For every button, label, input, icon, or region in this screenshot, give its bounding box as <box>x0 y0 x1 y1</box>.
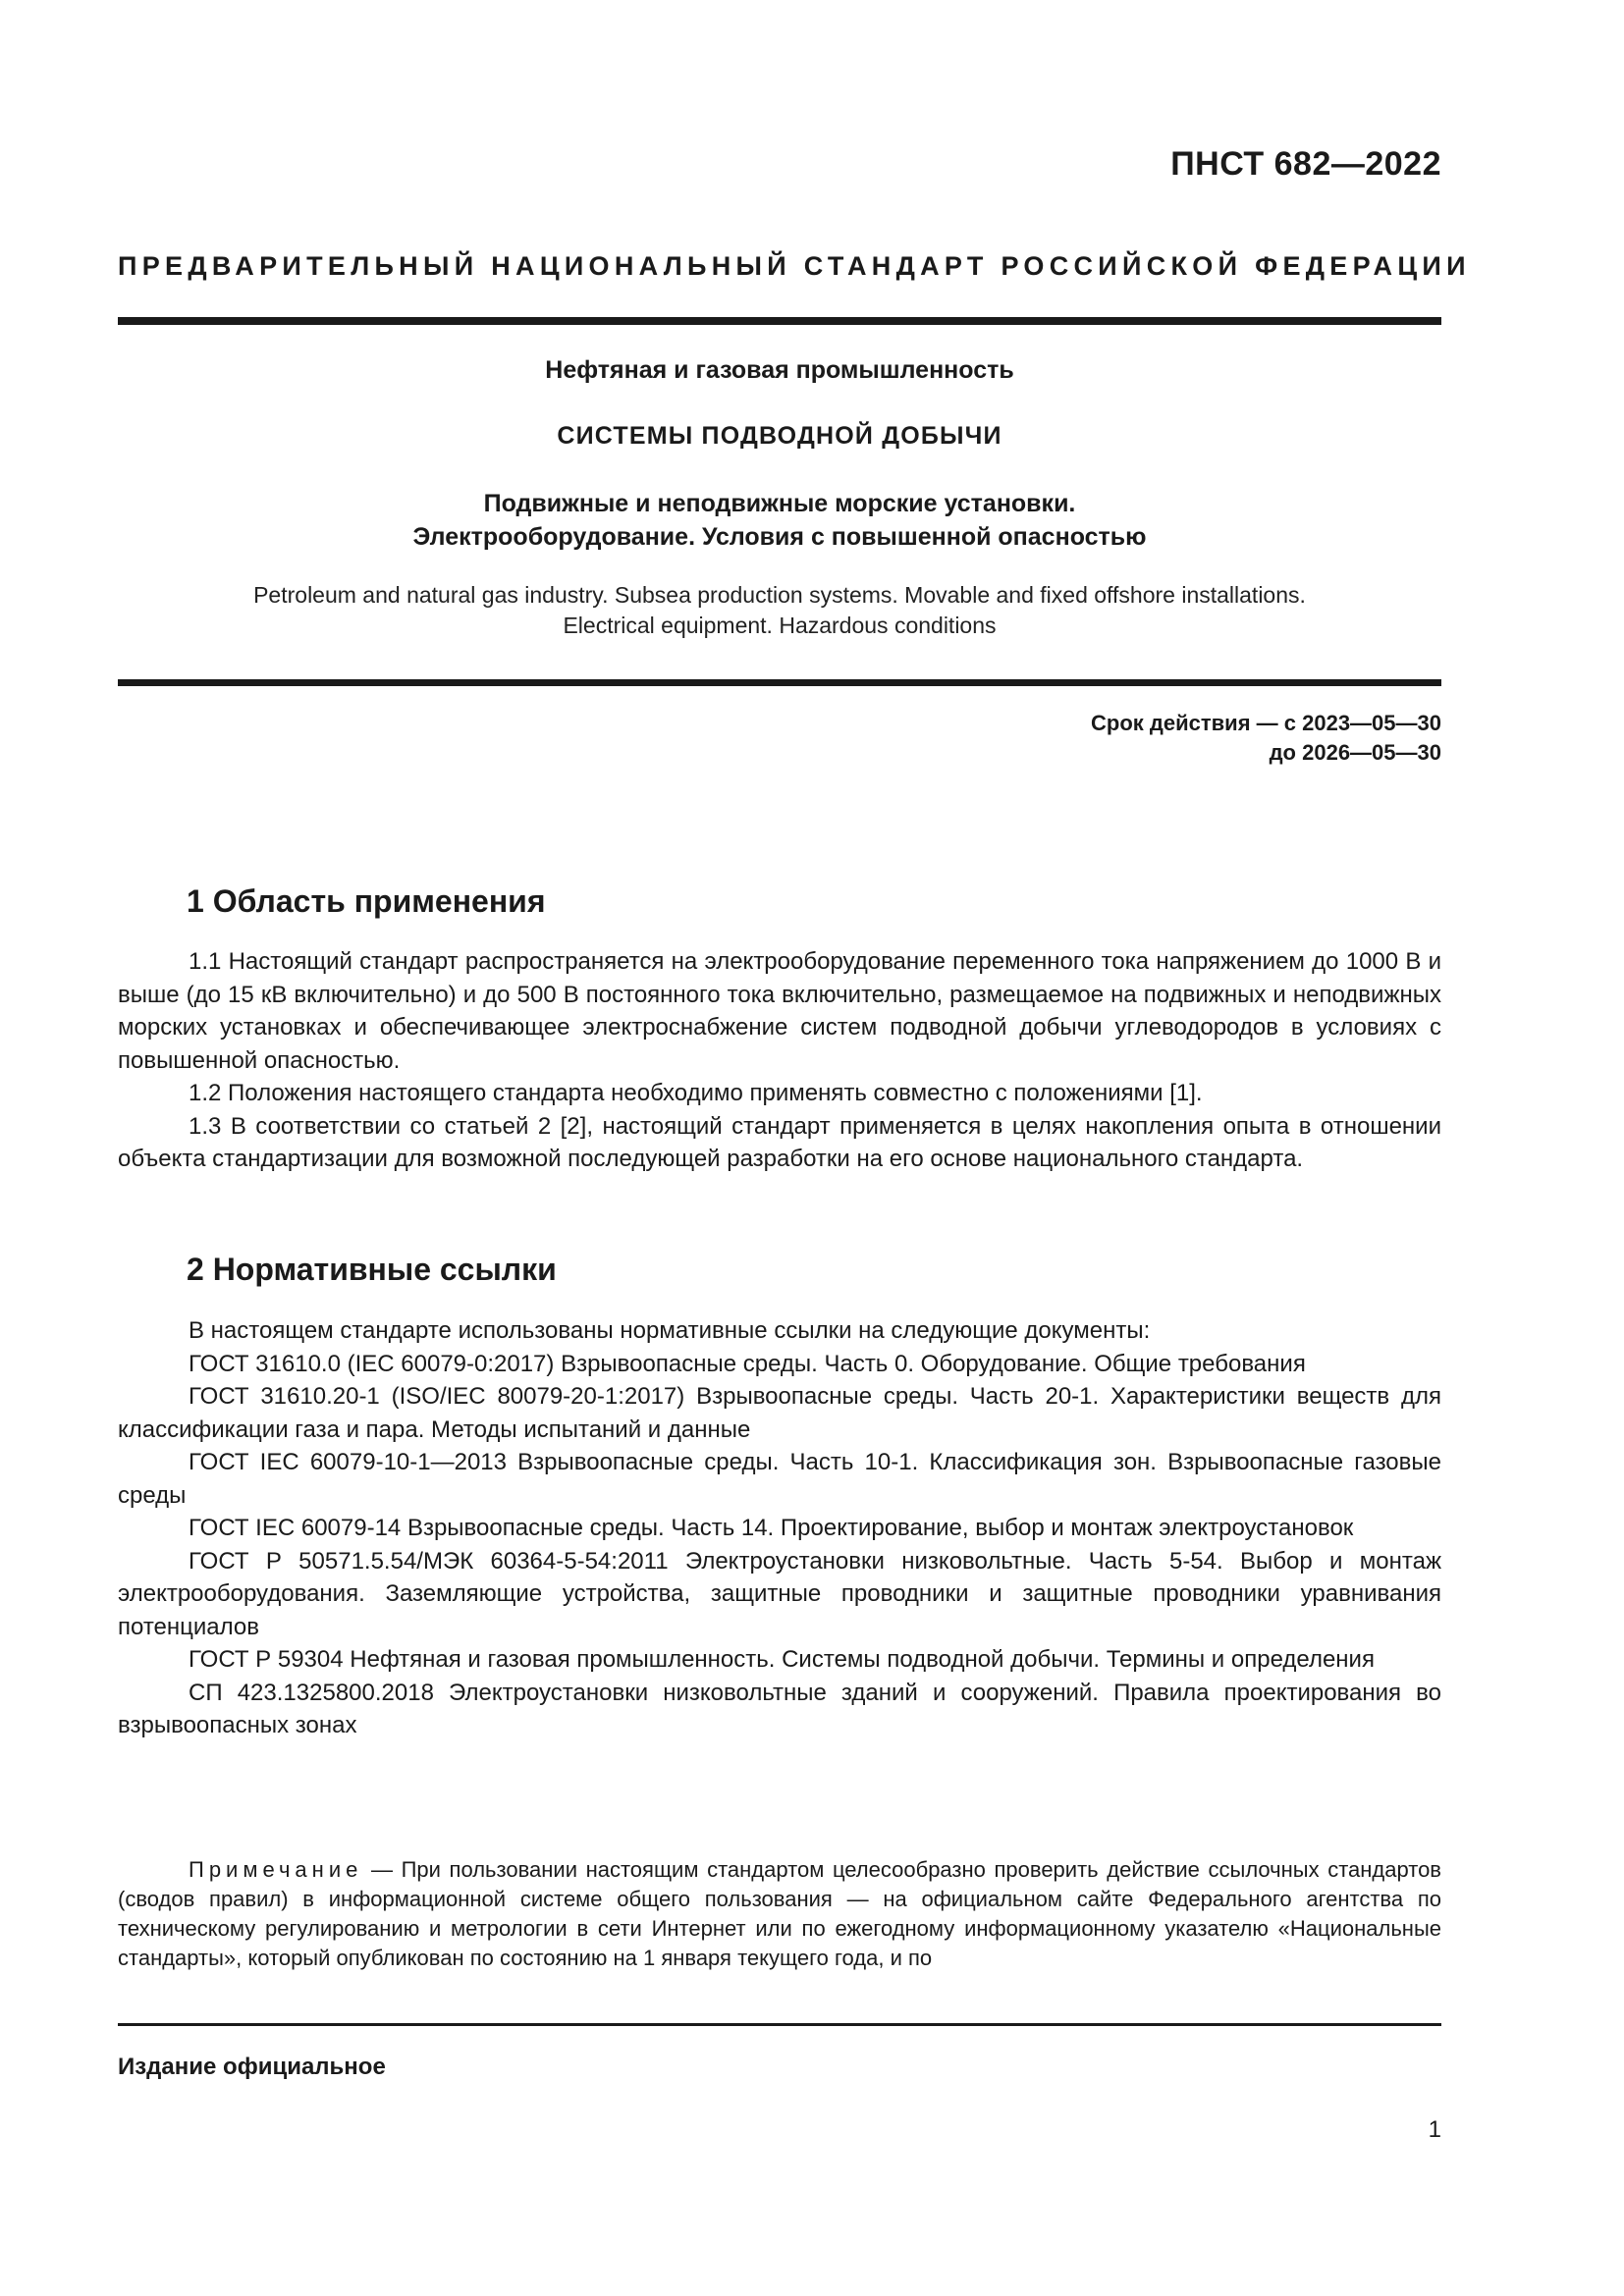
title-subtitle-line1: Подвижные и неподвижные морские установки. <box>483 490 1076 517</box>
standard-code: ПНСТ 682—2022 <box>1170 145 1441 183</box>
standard-type: ПРЕДВАРИТЕЛЬНЫЙ НАЦИОНАЛЬНЫЙ СТАНДАРТ РОССИЙСКОЙ ФЕДЕРАЦИИ <box>118 251 1471 281</box>
page-number: 1 <box>1428 2116 1441 2143</box>
paragraph-1-1: 1.1 Настоящий стандарт распространяется на электрооборудование переменного тока напряжением до 1000 В и выше (до 15 кВ включительно) и до 500 В постоянного тока включительно, размещаемое на подвижных и неподвижных морских установках и обеспечивающее электроснабжение систем подводной добычи углеводородов в условиях с повышенной опасностью. <box>118 948 1441 1074</box>
title-subtitle <box>118 487 1441 554</box>
validity-start: Срок действия — с 2023—05—30 <box>1091 711 1441 735</box>
title-divider <box>118 679 1441 686</box>
reference-item: ГОСТ Р 59304 Нефтяная и газовая промышленность. Системы подводной добычи. Термины и определения <box>189 1646 1375 1673</box>
footer-divider <box>118 2023 1441 2026</box>
paragraph-1-3: 1.3 В соответствии со статьей 2 [2], настоящий стандарт применяется в целях накопления опыта в отношении объекта стандартизации для возможной последующей разработки на его основе национального стандарта. <box>118 1112 1441 1172</box>
section-1-body <box>118 945 1441 1176</box>
validity-end: до 2026—05—30 <box>1269 740 1441 765</box>
reference-item: ГОСТ 31610.0 (IEC 60079-0:2017) Взрывоопасные среды. Часть 0. Оборудование. Общие требования <box>189 1350 1306 1377</box>
title-english-line1: Petroleum and natural gas industry. Subsea production systems. Movable and fixed offshore installations. <box>253 582 1306 608</box>
reference-item: ГОСТ IEC 60079-14 Взрывоопасные среды. Часть 14. Проектирование, выбор и монтаж электроустановок <box>189 1515 1354 1541</box>
references-intro: В настоящем стандарте использованы нормативные ссылки на следующие документы: <box>189 1317 1151 1344</box>
reference-item: ГОСТ 31610.20-1 (ISO/IEC 80079-20-1:2017) Взрывоопасные среды. Часть 20-1. Характеристики веществ для классификации газа и пара. Методы испытаний и данные <box>118 1383 1441 1443</box>
note-text: — При пользовании настоящим стандартом целесообразно проверить действие ссылочных стандартов (сводов правил) в информационной системе общего пользования — на официальном сайте Федерального агентства по техническому регулированию и метрологии в сети Интернет или по ежегодному информационному указателю «Национальные стандарты», который опубликован по состоянию на 1 января текущего года, и по <box>118 1857 1441 1970</box>
title-main: СИСТЕМЫ ПОДВОДНОЙ ДОБЫЧИ <box>557 422 1002 450</box>
reference-item: ГОСТ IEC 60079-10-1—2013 Взрывоопасные среды. Часть 10-1. Классификация зон. Взрывоопасные газовые среды <box>118 1449 1441 1509</box>
title-english <box>118 580 1441 641</box>
title-industry: Нефтяная и газовая промышленность <box>545 356 1014 384</box>
reference-item: СП 423.1325800.2018 Электроустановки низковольтные зданий и сооружений. Правила проектирования во взрывоопасных зонах <box>118 1679 1441 1738</box>
reference-item: ГОСТ Р 50571.5.54/МЭК 60364-5-54:2011 Электроустановки низковольтные. Часть 5-54. Выбор и монтаж электрооборудования. Заземляющие устройства, защитные проводники и защитные проводники уравнивания потенциалов <box>118 1547 1441 1640</box>
section-2-heading: 2 Нормативные ссылки <box>187 1252 557 1287</box>
note <box>118 1855 1441 1973</box>
paragraph-1-2: 1.2 Положения настоящего стандарта необходимо применять совместно с положениями [1]. <box>189 1080 1203 1106</box>
section-1-heading: 1 Область применения <box>187 883 546 919</box>
top-divider <box>118 317 1441 325</box>
title-english-line2: Electrical equipment. Hazardous conditions <box>563 613 997 638</box>
edition-label: Издание официальное <box>118 2054 386 2080</box>
section-2-body <box>118 1314 1441 1742</box>
title-subtitle-line2: Электрооборудование. Условия с повышенной опасностью <box>412 523 1147 551</box>
note-label: Примечание <box>189 1857 363 1882</box>
validity-period <box>1091 709 1441 768</box>
